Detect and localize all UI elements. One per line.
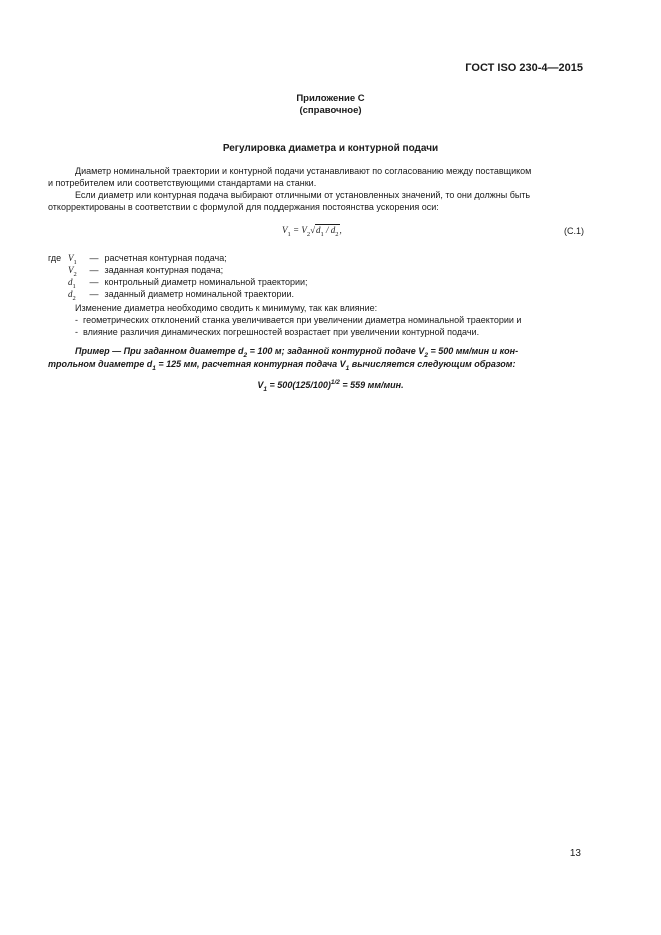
example-line-2: трольном диаметре $d_1 = 125$ мм, расчетная контурная подача $V_1$ вычисляется следующим образом: [48,359,516,372]
sqrt-icon: √ [310,225,316,235]
notes-item-1: - геометрических отклонений станка увеличивается при увеличении диаметра номинальной траектории и [75,315,522,325]
appendix-subtitle: (справочное) [299,105,362,116]
where-text: контрольный диаметр номинальной траектории; [104,277,308,287]
paragraph-2-line-1: Если диаметр или контурная подача выбирают отличными от установленных значений, то они должны быть [75,190,531,200]
where-row-4: $d_2$ — заданный диаметр номинальной траектории. [68,289,295,302]
paragraph-1-line-1: Диаметр номинальной траектории и контурной подачи устанавливают по согласованию между поставщиком [75,166,532,176]
section-title: Регулировка диаметра и контурной подачи [222,143,439,154]
paragraph-2-line-2: откорректированы в соответствии с формулой для поддержания постоянства ускорения оси: [48,202,439,212]
where-text: заданный диаметр номинальной траектории. [104,289,295,299]
example-line-1: Пример — При заданном диаметре $d_2 = 100$ м; заданной контурной подаче $V_2 = 500$ мм/мин и кон- [75,346,519,359]
sqrt-radicand: $d_1 / d_2$ [316,225,339,238]
formula-c1: $V_1 = V_2√d_1 / d_2$, [282,225,342,238]
appendix-title: Приложение С [296,93,365,104]
where-row-1: где $V_1$ — расчетная контурная подача; [48,253,227,266]
where-prefix: где [48,253,62,263]
where-text: расчетная контурная подача; [104,253,227,263]
page-number: 13 [569,848,581,859]
where-text: заданная контурная подача; [104,265,224,275]
notes-intro: Изменение диаметра необходимо сводить к минимуму, так как влияние: [75,303,378,313]
equation-number: (C.1) [564,226,584,236]
document-id: ГОСТ ISO 230-4—2015 [465,62,583,74]
paragraph-1-line-2: и потребителем или соответствующими стандартами на станки. [48,178,317,188]
where-row-2: $V_2$ — заданная контурная подача; [68,265,224,278]
notes-item-2: - влияние различия динамических погрешностей возрастает при увеличении контурной подачи. [75,327,480,337]
where-row-3: $d_1$ — контрольный диаметр номинальной траектории; [68,277,308,290]
example-result: $V_1 = 500(125/100)^{1/2} = 559$ мм/мин. [257,379,404,393]
